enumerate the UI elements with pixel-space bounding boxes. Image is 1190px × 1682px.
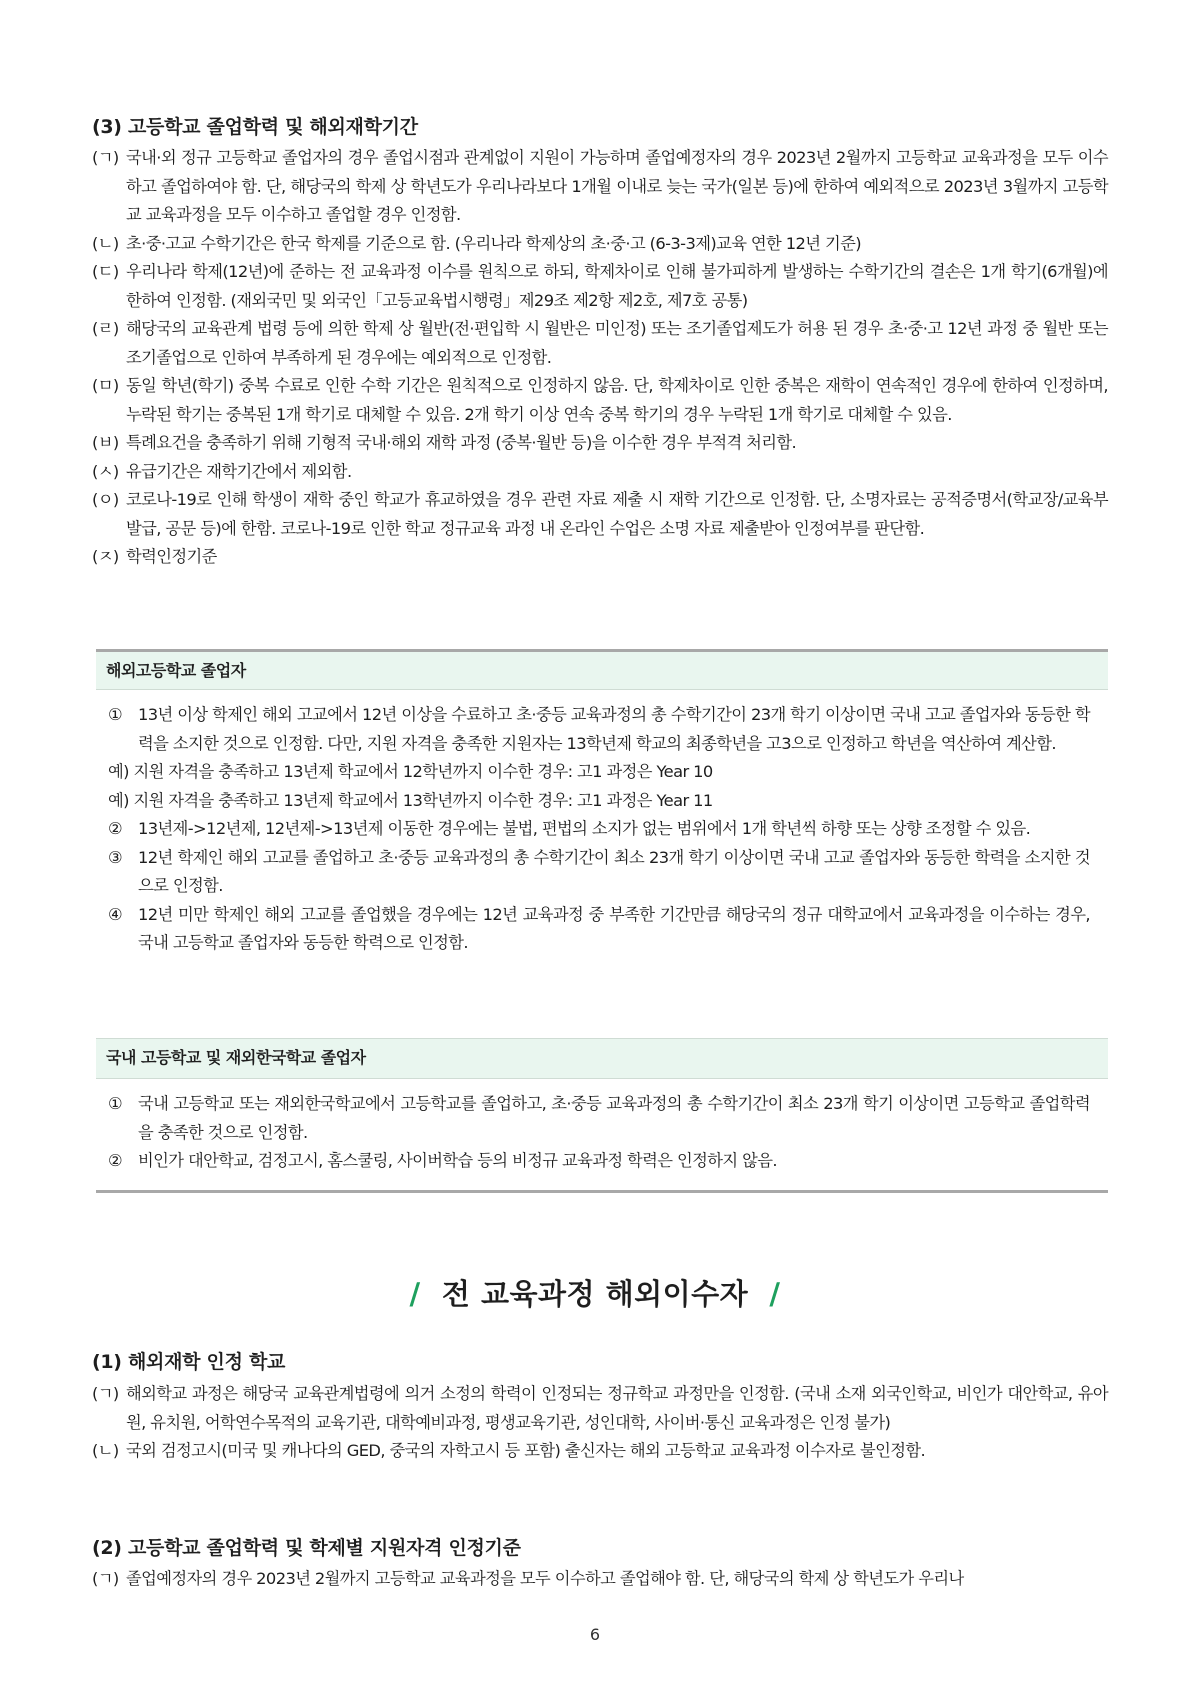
box-list-item bbox=[108, 901, 1090, 958]
list-item-text: 12년 미만 학제인 해외 고교를 졸업했을 경우에는 12년 교육과정 중 부족한 기간만큼 해당국의 정규 대학교에서 교육과정을 이수하는 경우, 국내 고등학교 졸업자와 동등한 학력으로 인정함. bbox=[138, 904, 1090, 952]
list-marker: ③ bbox=[108, 847, 122, 867]
list-marker: (ㄴ) bbox=[92, 233, 119, 253]
list-marker: ① bbox=[108, 1094, 122, 1113]
section-title bbox=[0, 1275, 1190, 1313]
section-heading: (2) 고등학교 졸업학력 및 학제별 지원자격 인정기준 bbox=[92, 1537, 521, 1559]
list-item bbox=[92, 230, 1108, 259]
box-body bbox=[96, 690, 1108, 958]
list-marker: ① bbox=[108, 705, 122, 724]
list-item-text: 12년 학제인 해외 고교를 졸업하고 초·중등 교육과정의 총 수학기간이 최소 23개 학기 이상이면 국내 고교 졸업자와 동등한 학력을 소지한 것으로 인정함. bbox=[138, 847, 1090, 895]
box-header: 국내 고등학교 및 재외한국학교 졸업자 bbox=[96, 1038, 1108, 1079]
overseas-graduates-box bbox=[96, 649, 1108, 958]
list-marker: ④ bbox=[108, 904, 122, 924]
list-item bbox=[92, 486, 1108, 543]
list-marker: (ㄹ) bbox=[92, 319, 119, 338]
example-marker: 예) bbox=[108, 762, 129, 781]
sub2-list bbox=[92, 1565, 1108, 1594]
list-marker: (ㄱ) bbox=[92, 148, 119, 167]
list-item-text: 코로나-19로 인해 학생이 재학 중인 학교가 휴교하였을 경우 관련 자료 제출 시 재학 기간으로 인정함. 단, 소명자료는 공적증명서(학교장/교육부 발급, 공문 등)에 한함. 코로나-19로 인한 학교 정규교육 과정 내 온라인 수업은 소명 자료 제출받아 인정여부를 판단함. bbox=[126, 490, 1108, 538]
section-heading: (1) 해외재학 인정 학교 bbox=[92, 1351, 286, 1373]
list-item-text: 특례요건을 충족하기 위해 기형적 국내·해외 재학 과정 (중복·월반 등)을 이수한 경우 부적격 처리함. bbox=[126, 433, 797, 452]
page-number: 6 bbox=[589, 1625, 601, 1644]
list-item bbox=[92, 1565, 1108, 1594]
list-marker: (ㄷ) bbox=[92, 262, 119, 281]
list-marker: ② bbox=[108, 819, 122, 838]
list-item bbox=[92, 1380, 1108, 1437]
list-item-text: 동일 학년(학기) 중복 수료로 인한 수학 기간은 원칙적으로 인정하지 않음. 단, 학제차이로 인한 중복은 재학이 연속적인 경우에 한하여 인정하며, 누락된 학기는 중복된 1개 학기로 대체할 수 있음. 2개 학기 이상 연속 중복 학기의 경우 누락된 1개 학기로 대체할 수 있음. bbox=[126, 376, 1108, 424]
list-item bbox=[92, 1437, 1108, 1466]
title-slash-right: / bbox=[769, 1277, 781, 1311]
list-item bbox=[92, 372, 1108, 429]
list-item bbox=[92, 458, 1108, 487]
list-item-text: 해외학교 과정은 해당국 교육관계법령에 의거 소정의 학력이 인정되는 정규학교 과정만을 인정함. (국내 소재 외국인학교, 비인가 대안학교, 유아원, 유치원, 어학연수목적의 교육기관, 대학예비과정, 평생교육기관, 성인대학, 사이버·통신 교육과정은 인정 불가) bbox=[126, 1384, 1108, 1432]
list-marker: (ㅁ) bbox=[92, 376, 119, 395]
list-item bbox=[92, 315, 1108, 372]
domestic-graduates-box bbox=[96, 1038, 1108, 1176]
box-list-item bbox=[108, 1090, 1090, 1147]
box-header: 해외고등학교 졸업자 bbox=[96, 649, 1108, 690]
box-list-item bbox=[108, 1147, 1090, 1176]
list-item-text: 국내·외 정규 고등학교 졸업자의 경우 졸업시점과 관계없이 지원이 가능하며 졸업예정자의 경우 2023년 2월까지 고등학교 교육과정을 모두 이수하고 졸업하여야 함. 단, 해당국의 학제 상 학년도가 우리나라보다 1개월 이내로 늦는 국가(일본 등)에 한하여 예외적으로 2023년 3월까지 고등학교 교육과정을 모두 이수하고 졸업할 경우 인정함. bbox=[126, 148, 1108, 224]
list-item-text: 졸업예정자의 경우 2023년 2월까지 고등학교 교육과정을 모두 이수하고 졸업해야 함. 단, 해당국의 학제 상 학년도가 우리나 bbox=[126, 1569, 964, 1588]
example-text: 지원 자격을 충족하고 13년제 학교에서 12학년까지 이수한 경우: 고1 과정은 Year 10 bbox=[133, 762, 713, 781]
list-item-text: 13년제->12년제, 12년제->13년제 이동한 경우에는 불법, 편법의 소지가 없는 범위에서 1개 학년씩 하향 또는 상향 조정할 수 있음. bbox=[138, 819, 1031, 838]
list-marker: (ㅅ) bbox=[92, 461, 119, 481]
list-marker: (ㅇ) bbox=[92, 490, 119, 509]
list-marker: (ㄱ) bbox=[92, 1569, 119, 1588]
example-item bbox=[108, 787, 1090, 816]
box-list-item bbox=[108, 815, 1090, 844]
list-item bbox=[92, 429, 1108, 458]
box-body bbox=[96, 1079, 1108, 1176]
list-marker: (ㅈ) bbox=[92, 547, 119, 566]
list-item-text: 국내 고등학교 또는 재외한국학교에서 고등학교를 졸업하고, 초·중등 교육과정의 총 수학기간이 최소 23개 학기 이상이면 고등학교 졸업학력을 충족한 것으로 인정함. bbox=[138, 1094, 1090, 1142]
list-marker: ② bbox=[108, 1151, 122, 1170]
section-heading: (3) 고등학교 졸업학력 및 해외재학기간 bbox=[92, 116, 418, 138]
box-bottom-rule bbox=[96, 1190, 1108, 1193]
list-item bbox=[92, 258, 1108, 315]
list-item-text: 13년 이상 학제인 해외 고교에서 12년 이상을 수료하고 초·중등 교육과정의 총 수학기간이 23개 학기 이상이면 국내 고교 졸업자와 동등한 학력을 소지한 것으로 인정함. 다만, 지원 자격을 충족한 지원자는 13학년제 학교의 최종학년을 고3으로 인정하고 학년을 역산하여 계산함. bbox=[138, 705, 1090, 753]
list-item-text: 초·중·고교 수학기간은 한국 학제를 기준으로 함. (우리나라 학제상의 초·중·고 (6-3-3제)교육 연한 12년 기준) bbox=[126, 233, 861, 253]
list-item-text: 비인가 대안학교, 검정고시, 홈스쿨링, 사이버학습 등의 비정규 교육과정 학력은 인정하지 않음. bbox=[138, 1151, 777, 1170]
list-item bbox=[92, 543, 1108, 572]
example-marker: 예) bbox=[108, 790, 129, 810]
sub1-list bbox=[92, 1380, 1108, 1466]
list-item-text: 학력인정기준 bbox=[126, 547, 217, 566]
example-item bbox=[108, 758, 1090, 787]
list-marker: (ㄴ) bbox=[92, 1441, 119, 1460]
list-item-text: 해당국의 교육관계 법령 등에 의한 학제 상 월반(전·편입학 시 월반은 미인정) 또는 조기졸업제도가 허용 된 경우 초·중·고 12년 과정 중 월반 또는 조기졸업으로 인하여 부족하게 된 경우에는 예외적으로 인정함. bbox=[126, 319, 1108, 367]
list-item bbox=[92, 144, 1108, 230]
section-title-text: 전 교육과정 해외이수자 bbox=[441, 1277, 749, 1311]
box-list-item bbox=[108, 701, 1090, 758]
list-item-text: 국외 검정고시(미국 및 캐나다의 GED, 중국의 자학고시 등 포함) 출신자는 해외 고등학교 교육과정 이수자로 불인정함. bbox=[126, 1441, 926, 1460]
section3-list bbox=[92, 144, 1108, 572]
list-marker: (ㅂ) bbox=[92, 433, 119, 452]
list-item-text: 우리나라 학제(12년)에 준하는 전 교육과정 이수를 원칙으로 하되, 학제차이로 인해 불가피하게 발생하는 수학기간의 결손은 1개 학기(6개월)에 한하여 인정함. (재외국민 및 외국인「고등교육법시행령」제29조 제2항 제2호, 제7호 공통) bbox=[126, 262, 1108, 310]
box-list-item bbox=[108, 844, 1090, 901]
example-text: 지원 자격을 충족하고 13년제 학교에서 13학년까지 이수한 경우: 고1 과정은 Year 11 bbox=[133, 790, 713, 810]
list-marker: (ㄱ) bbox=[92, 1384, 119, 1403]
title-slash-left: / bbox=[409, 1277, 421, 1311]
list-item-text: 유급기간은 재학기간에서 제외함. bbox=[126, 461, 352, 481]
